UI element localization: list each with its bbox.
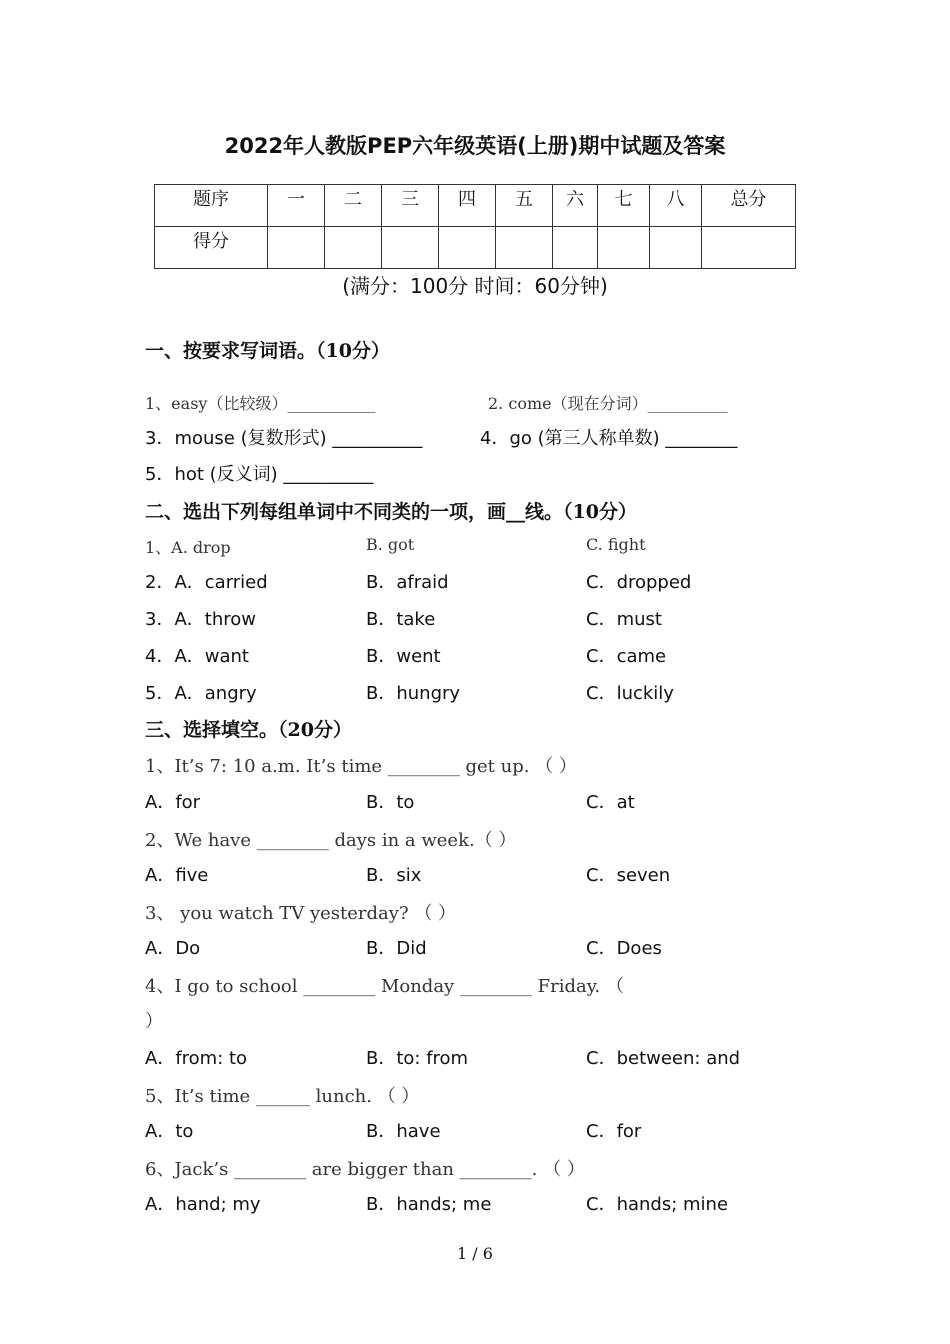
option-text: B．to: from [366, 1048, 469, 1069]
option-text: 3．A．throw [145, 609, 256, 630]
option-text: B．take [366, 609, 436, 630]
option-text: A．five [145, 865, 209, 886]
option-text: C. fight [586, 535, 646, 554]
question-stem: 3、 you watch TV yesterday? （ ） [145, 903, 457, 924]
option-text: 1、A. drop [145, 538, 231, 557]
option-text: B．to [366, 792, 415, 813]
score-cell [439, 227, 496, 269]
table-cell: 二 [325, 185, 382, 227]
option-text: A．hand; my [145, 1194, 261, 1215]
option-text: A．Do [145, 938, 201, 959]
table-cell: 题序 [155, 185, 268, 227]
option-text: C．came [586, 646, 667, 667]
option-text: B．hungry [366, 683, 461, 704]
question-stem: 2、We have ________ days in a week.（ ） [145, 830, 517, 851]
option-text: A．for [145, 792, 201, 813]
option-text: C．between: and [586, 1048, 741, 1069]
question-stem: 4、I go to school ________ Monday ________ Friday. （ [145, 976, 624, 997]
score-cell [598, 227, 650, 269]
question-stem-continued: ） [145, 1011, 163, 1032]
score-cell [496, 227, 553, 269]
table-cell: 总分 [702, 185, 796, 227]
table-cell: 一 [268, 185, 325, 227]
option-text: B．six [366, 865, 422, 886]
option-text: 4．A．want [145, 646, 249, 667]
score-cell [650, 227, 702, 269]
question-text: 2. come（现在分词）__________ [488, 394, 728, 413]
score-cell [702, 227, 796, 269]
page-number: 1 / 6 [457, 1244, 493, 1263]
option-text: C．hands; mine [586, 1194, 729, 1215]
section-heading: 三、选择填空。（20分） [145, 719, 352, 741]
option-text: A．from: to [145, 1048, 248, 1069]
option-text: C．at [586, 792, 635, 813]
score-table-score-row [155, 227, 796, 269]
section-heading: 一、按要求写词语。（10分） [145, 340, 390, 362]
option-text: C．seven [586, 865, 671, 886]
question-text: 1、easy（比较级）___________ [145, 394, 376, 413]
score-table-header-row [155, 185, 796, 227]
option-text: B．Did [366, 938, 427, 959]
score-cell [553, 227, 598, 269]
table-cell: 四 [439, 185, 496, 227]
question-stem: 6、Jack’s ________ are bigger than ________. （ ） [145, 1159, 585, 1180]
score-table [154, 184, 796, 269]
option-text: C．must [586, 609, 662, 630]
page-title: 2022年人教版PEP六年级英语(上册)期中试题及答案 [224, 134, 726, 158]
table-cell: 得分 [155, 227, 268, 269]
option-text: C．dropped [586, 572, 692, 593]
option-text: B．have [366, 1121, 441, 1142]
table-cell: 八 [650, 185, 702, 227]
option-text: A．to [145, 1121, 194, 1142]
option-text: C．for [586, 1121, 642, 1142]
option-text: 5．A．angry [145, 683, 257, 704]
option-text: B．went [366, 646, 441, 667]
table-cell: 七 [598, 185, 650, 227]
option-text: C．luckily [586, 683, 674, 704]
exam-meta: (满分：100分 时间：60分钟) [342, 274, 608, 298]
table-cell: 三 [382, 185, 439, 227]
option-text: B. got [366, 535, 415, 554]
question-text: 4．go (第三人称单数) ________ [480, 428, 738, 449]
table-cell: 五 [496, 185, 553, 227]
score-cell [325, 227, 382, 269]
question-text: 3．mouse (复数形式) __________ [145, 428, 423, 449]
question-stem: 1、It’s 7: 10 a.m. It’s time ________ get up. （ ） [145, 756, 577, 777]
question-stem: 5、It’s time ______ lunch. （ ） [145, 1086, 420, 1107]
score-cell [268, 227, 325, 269]
table-cell: 六 [553, 185, 598, 227]
option-text: B．afraid [366, 572, 449, 593]
question-text: 5．hot (反义词) __________ [145, 464, 374, 485]
option-text: C．Does [586, 938, 662, 959]
option-text: B．hands; me [366, 1194, 492, 1215]
section-heading: 二、选出下列每组单词中不同类的一项，画__线。（10分） [145, 501, 637, 523]
score-cell [382, 227, 439, 269]
option-text: 2．A．carried [145, 572, 268, 593]
